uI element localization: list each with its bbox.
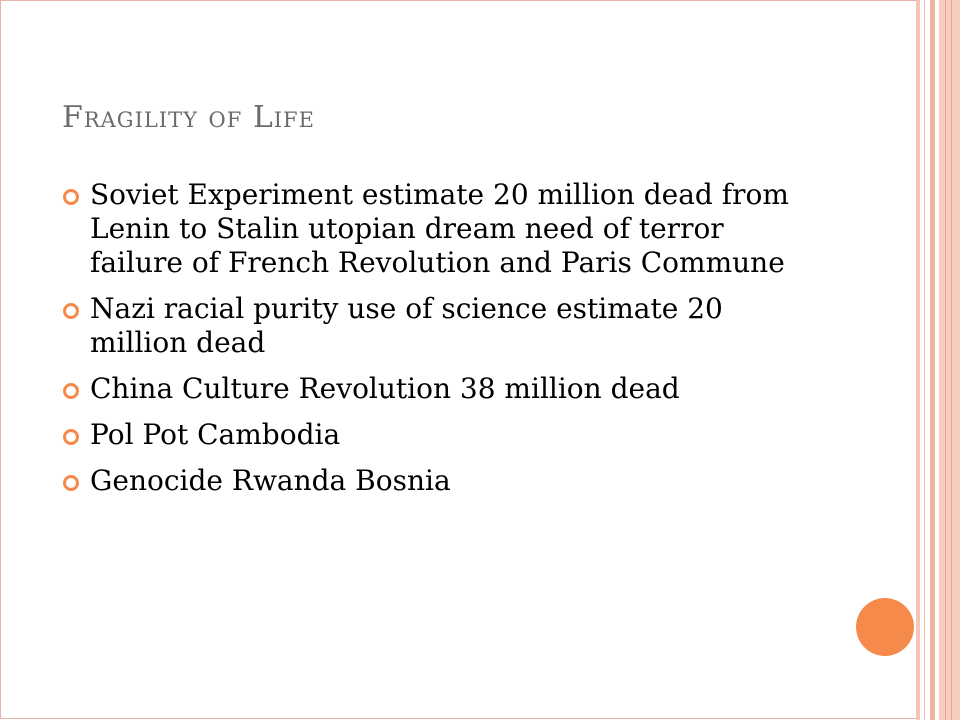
circle-bullet-icon xyxy=(62,188,80,206)
bullet-text: Genocide Rwanda Bosnia xyxy=(90,464,451,497)
decorative-stripe-line xyxy=(924,0,925,720)
bullet-item xyxy=(62,372,822,406)
bullet-text: China Culture Revolution 38 million dead xyxy=(90,372,680,405)
bullet-item xyxy=(62,178,822,280)
decorative-stripe-line xyxy=(945,0,946,720)
bullet-text: Soviet Experiment estimate 20 million dead from Lenin to Stalin utopian dream need of terror failure of French Revolution and Paris Commune xyxy=(90,178,789,279)
slide-title: Fragility of Life xyxy=(62,100,315,135)
decorative-stripe xyxy=(939,0,960,720)
bullet-text: Pol Pot Cambodia xyxy=(90,418,341,451)
circle-bullet-icon xyxy=(62,428,80,446)
accent-circle xyxy=(856,598,914,656)
decorative-stripe xyxy=(920,0,930,720)
circle-bullet-icon xyxy=(62,302,80,320)
decorative-stripe-line xyxy=(951,0,952,720)
bullet-text: Nazi racial purity use of science estimate 20 million dead xyxy=(90,292,723,359)
bullet-item xyxy=(62,292,822,360)
bullet-item xyxy=(62,418,822,452)
circle-bullet-icon xyxy=(62,382,80,400)
circle-bullet-icon xyxy=(62,474,80,492)
bullet-list xyxy=(62,178,822,510)
bullet-item xyxy=(62,464,822,498)
